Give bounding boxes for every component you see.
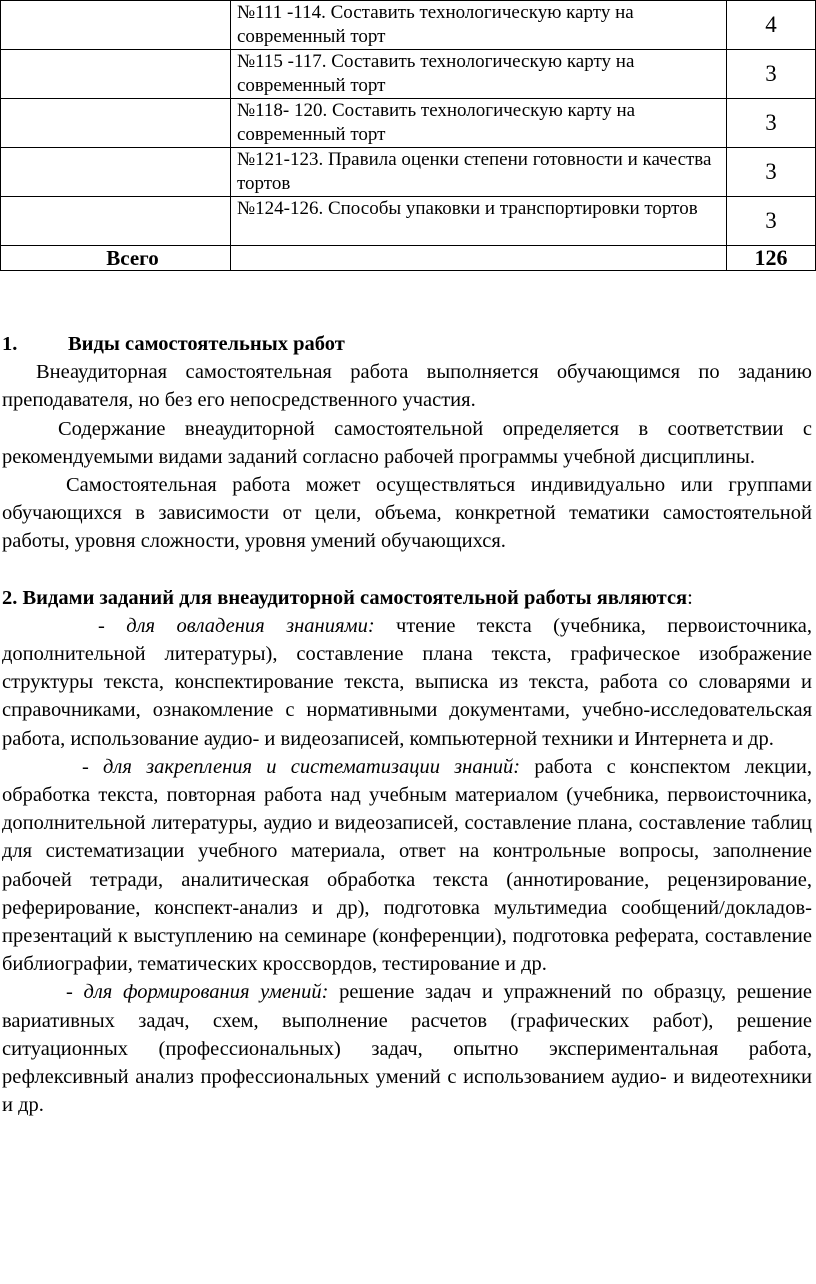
table-row — [1, 148, 816, 197]
document-body — [2, 330, 812, 1119]
item-text: чтение текста (учебника, первоисточника, дополнительной литературы), составление плана текста, графическое изображение структуры текста, конспектирование текста, выписка из текста, работа со словарями и справочниками, ознакомление с нормативными документами, учебно-исследовательская работа, использование аудио- и видеозаписей, компьютерной техники и Интернета и др. — [2, 614, 812, 750]
list-item — [2, 978, 812, 1119]
hours-cell: 3 — [727, 99, 816, 148]
hours-cell: 3 — [727, 197, 816, 246]
hours-cell: 4 — [727, 1, 816, 50]
item-lead: - для овладения знаниями: — [98, 614, 375, 637]
item-text: решение задач и упражнений по образцу, решение вариативных задач, схем, выполнение расчетов (графических работ), решение ситуационных (профессиональных) задач, опытно экспериментальная работа, рефлексивный анализ профессиональных умений с использованием аудио- и видеотехники и др. — [2, 981, 812, 1117]
table-row — [1, 50, 816, 99]
section-2-heading — [2, 584, 812, 612]
total-value: 126 — [727, 246, 816, 271]
total-label: Всего — [1, 246, 231, 271]
table-cell-empty — [231, 246, 727, 271]
total-row — [1, 246, 816, 271]
paragraph: Содержание внеаудиторной самостоятельной определяется в соответствии с рекомендуемыми видами заданий согласно рабочей программы учебной дисциплины. — [2, 417, 812, 468]
table-cell-empty — [1, 1, 231, 50]
table-row — [1, 197, 816, 246]
table-cell-empty — [1, 197, 231, 246]
hours-cell: 3 — [727, 148, 816, 197]
section-title: Виды самостоятельных работ — [68, 333, 345, 355]
table-row — [1, 1, 816, 50]
plan-table — [0, 0, 816, 271]
table-cell-empty — [1, 50, 231, 99]
table-cell-empty — [1, 148, 231, 197]
heading-colon: : — [687, 586, 693, 609]
table-cell-empty — [1, 99, 231, 148]
topic-cell: №124-126. Способы упаковки и транспортировки тортов — [231, 197, 727, 246]
topic-cell: №118- 120. Составить технологическую карту на современный торт — [231, 99, 727, 148]
list-item — [2, 612, 812, 753]
section-2-title: 2. Видами заданий для внеаудиторной самостоятельной работы являются — [2, 586, 688, 609]
topic-cell: №111 -114. Составить технологическую карту на современный торт — [231, 1, 727, 50]
hours-cell: 3 — [727, 50, 816, 99]
item-lead: - для формирования умений: — [66, 981, 329, 1004]
topic-cell: №121-123. Правила оценки степени готовности и качества тортов — [231, 148, 727, 197]
paragraph: Самостоятельная работа может осуществляться индивидуально или группами обучающихся в зависимости от цели, объема, конкретной тематики самостоятельной работы, уровня сложности, уровня умений обучающихся. — [2, 474, 812, 553]
section-1-heading — [2, 330, 812, 358]
item-lead: - для закрепления и систематизации знаний: — [82, 755, 521, 778]
topic-cell: №115 -117. Составить технологическую карту на современный торт — [231, 50, 727, 99]
table-row — [1, 99, 816, 148]
section-number: 1. — [2, 333, 18, 355]
item-text: работа с конспектом лекции, обработка текста, повторная работа над учебным материалом (учебника, первоисточника, дополнительной литературы, аудио и видеозаписей, составление плана, составление таблиц для систематизации учебного материала, ответ на контрольные вопросы, заполнение рабочей тетради, аналитическая обработка текста (аннотирование, рецензирование, реферирование, конспект-анализ и др), подготовка мультимедиа сообщений/докладов-презентаций к выступлению на семинаре (конференции), подготовка реферата, составление библиографии, тематических кроссвордов, тестирование и др. — [2, 755, 812, 976]
paragraph: Внеаудиторная самостоятельная работа выполняется обучающимся по заданию преподавателя, но без его непосредственного участия. — [2, 361, 812, 412]
list-item — [2, 753, 812, 979]
